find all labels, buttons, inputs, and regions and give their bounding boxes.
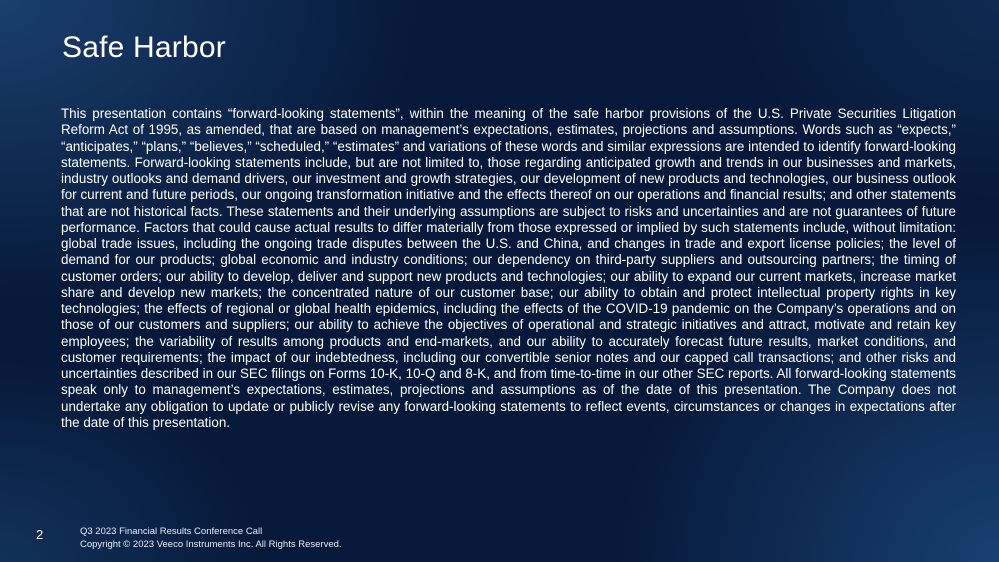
safe-harbor-statement: This presentation contains “forward-looking statements”, within the meaning of the safe harbor provisions of the U.S. Private Securities Litigation Reform Act of 1995, as amended, that are based on management’s expectations, estimates, projections and assumptions. Words such as “expects,” “anticipates,” “plans,” “believes,” “scheduled,” “estimates” and variations of these words and similar expressions are intended to identify forward-looking statements. Forward-looking statements include, but are not limited to, those regarding anticipated growth and trends in our businesses and markets, industry outlooks and demand drivers, our investment and growth strategies, our development of new products and technologies, our business outlook for current and future periods, our ongoing transformation initiative and the effects thereof on our operations and financial results; and other statements that are not historical facts. These statements and their underlying assumptions are subject to risks and uncertainties and are not guarantees of future performance. Factors that could cause actual results to differ materially from those expressed or implied by such statements include, without limitation: global trade issues, including the ongoing trade disputes between the U.S. and China, and changes in trade and export license policies; the level of demand for our products; global economic and industry conditions; our dependency on third-party suppliers and outsourcing partners; the timing of customer orders; our ability to develop, deliver and support new products and technologies; our ability to expand our current markets, increase market share and develop new markets; the concentrated nature of our customer base; our ability to obtain and protect intellectual property rights in key technologies; the effects of regional or global health epidemics, including the effects of the COVID-19 pandemic on the Company’s operations and on those of our customers and suppliers; our ability to achieve the objectives of operational and strategic initiatives and attract, motivate and retain key employees; the variability of results among products and end-markets, and our ability to accurately forecast future results, market conditions, and customer requirements; the impact of our indebtedness, including our convertible senior notes and our capped call transactions; and other risks and uncertainties described in our SEC filings on Forms 10-K, 10-Q and 8-K, and from time-to-time in our other SEC reports. All forward-looking statements speak only to management’s expectations, estimates, projections and assumptions as of the date of this presentation. The Company does not undertake any obligation to update or publicly revise any forward-looking statements to reflect events, circumstances or changes in expectations after the date of this presentation. [61,106,956,430]
page-number: 2 [36,527,44,542]
footer-copyright: Copyright © 2023 Veeco Instruments Inc. All Rights Reserved. [80,539,342,550]
footer [80,525,342,551]
footer-event-title: Q3 2023 Financial Results Conference Call [80,526,263,537]
slide-title: Safe Harbor [62,31,226,64]
